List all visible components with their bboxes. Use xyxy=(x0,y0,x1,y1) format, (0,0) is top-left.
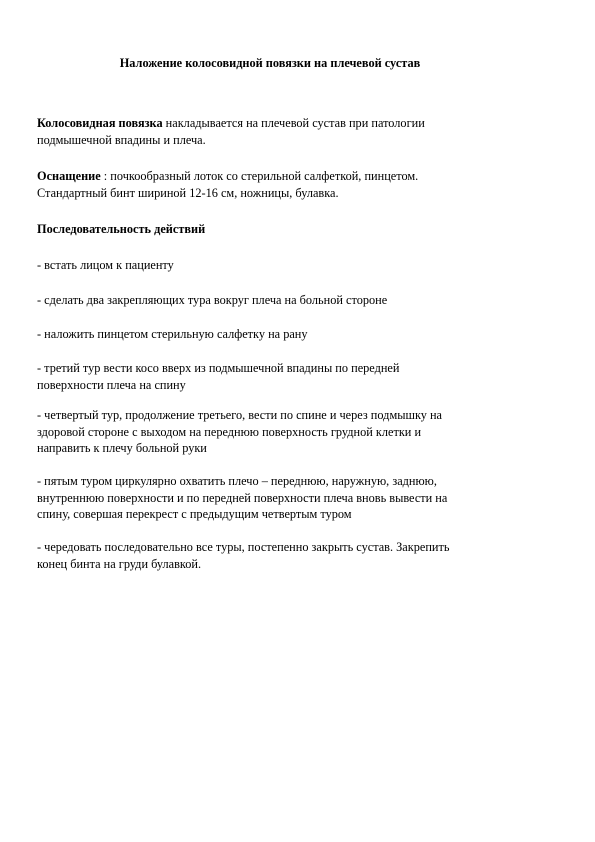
equipment-line-2: Стандартный бинт шириной 12-16 см, ножницы, булавка. xyxy=(37,185,339,200)
step-4 xyxy=(37,360,537,393)
step-line: - наложить пинцетом стерильную салфетку на рану xyxy=(37,327,308,341)
sequence-heading: Последовательность действий xyxy=(37,222,206,236)
step-line: - пятым туром циркулярно охватить плечо – переднюю, наружную, заднюю, xyxy=(37,474,437,488)
intro-term: Колосовидная повязка xyxy=(37,116,163,130)
equipment-line-1 xyxy=(37,168,537,185)
step-line: - чередовать последовательно все туры, постепенно закрыть сустав. Закрепить xyxy=(37,540,450,554)
step-1 xyxy=(37,257,537,274)
equipment-line-1-text: : почкообразный лоток со стерильной салфеткой, пинцетом. xyxy=(100,169,419,183)
step-5 xyxy=(37,407,537,457)
step-line: поверхности плеча на спину xyxy=(37,377,186,392)
intro-line-1-text: накладывается на плечевой сустав при патологии xyxy=(162,116,425,130)
step-6 xyxy=(37,473,537,523)
step-line: направить к плечу больной руки xyxy=(37,441,207,455)
equipment-paragraph xyxy=(37,168,537,201)
equipment-label: Оснащение xyxy=(37,169,101,183)
step-3 xyxy=(37,326,537,343)
step-line: - четвертый тур, продолжение третьего, вести по спине и через подмышку на xyxy=(37,408,443,422)
intro-paragraph xyxy=(37,115,537,148)
step-line: - третий тур вести косо вверх из подмышечной впадины по передней xyxy=(37,361,400,375)
step-line: - встать лицом к пациенту xyxy=(37,258,174,272)
document-title: Наложение колосовидной повязки на плечевой сустав xyxy=(119,56,421,70)
step-line: конец бинта на груди булавкой. xyxy=(37,556,202,571)
intro-line-2: подмышечной впадины и плеча. xyxy=(37,132,206,147)
step-line: - сделать два закрепляющих тура вокруг плеча на больной стороне xyxy=(37,293,388,307)
step-7 xyxy=(37,539,537,572)
step-line: внутреннюю поверхности и по передней поверхности плеча вновь вывести на xyxy=(37,490,448,505)
step-line: спину, совершая перекрест с предыдущим четвертым туром xyxy=(37,507,352,521)
intro-line-1 xyxy=(37,115,537,132)
step-line: здоровой стороне с выходом на переднюю поверхность грудной клетки и xyxy=(37,424,422,439)
step-2 xyxy=(37,292,537,309)
